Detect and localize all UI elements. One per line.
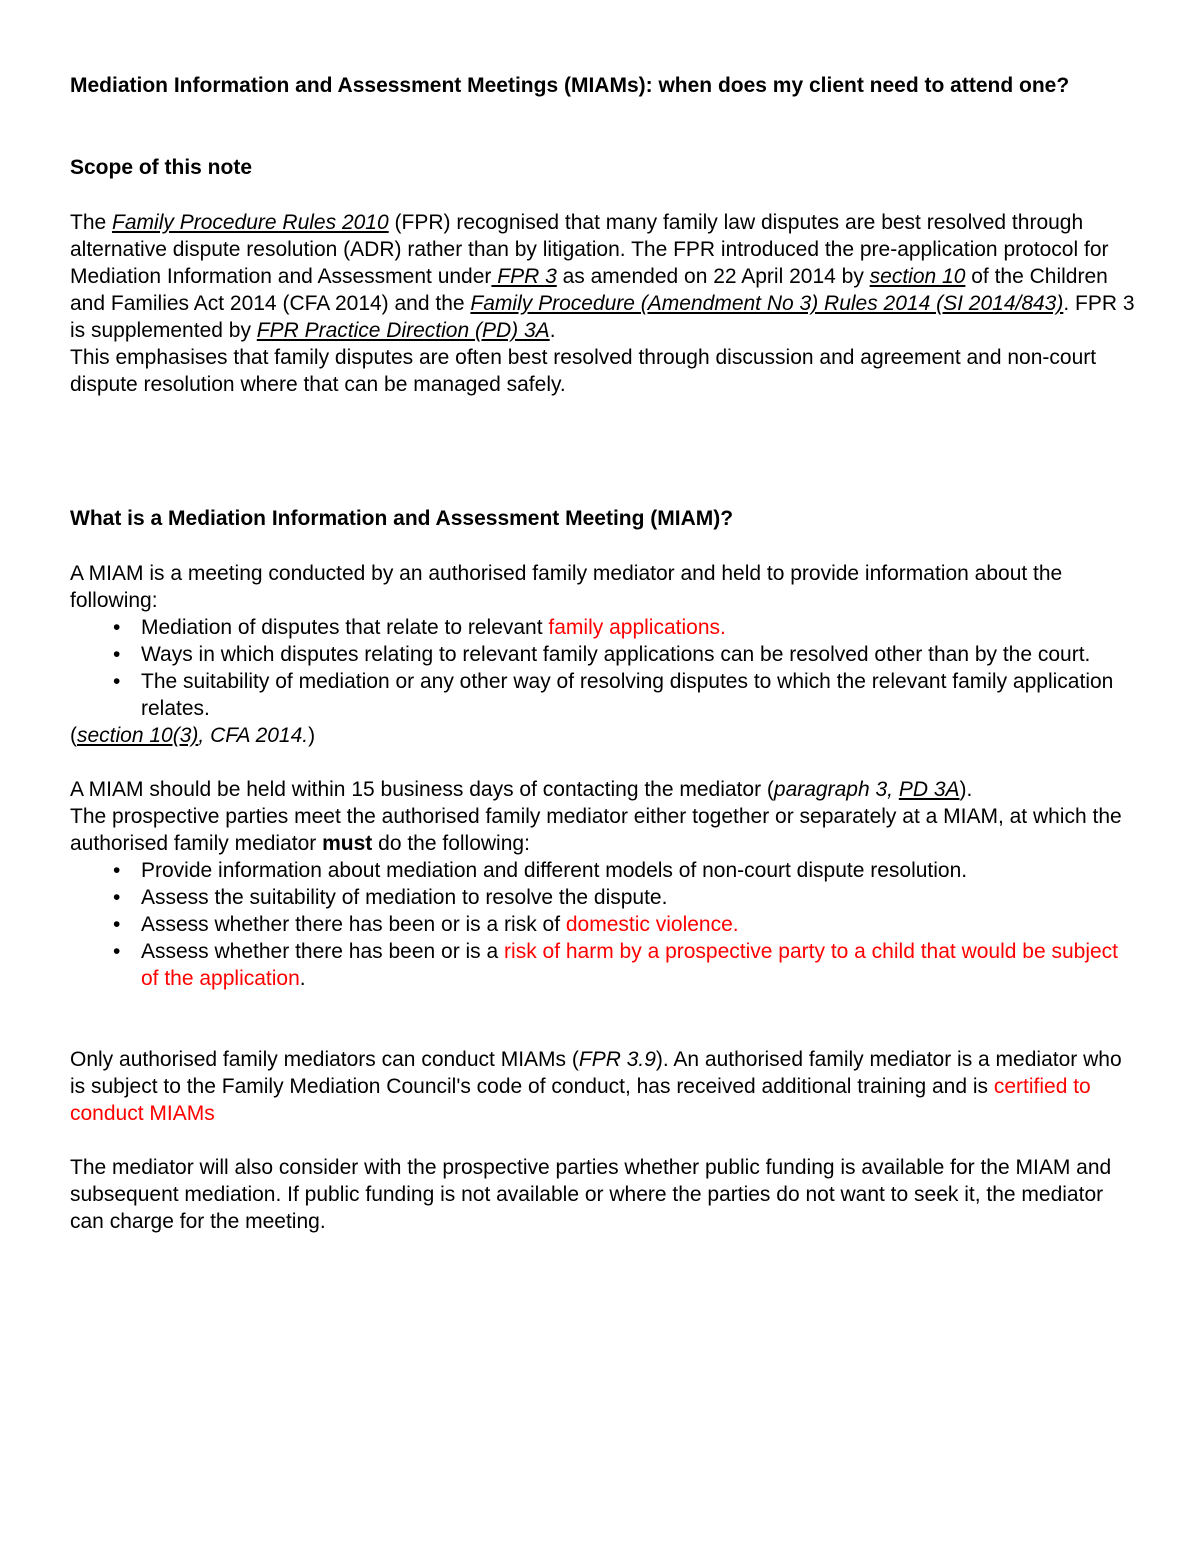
list-item <box>70 884 1135 911</box>
text: . <box>299 967 306 990</box>
authorised-mediators-paragraph <box>70 1046 1135 1127</box>
list-item <box>70 911 1135 938</box>
text: ) <box>308 724 316 747</box>
bullet-icon: • <box>113 913 121 936</box>
pd-3a-link[interactable]: PD 3A <box>898 778 960 801</box>
spacer <box>70 749 1135 776</box>
si-2014-843-link[interactable]: Family Procedure (Amendment No 3) Rules 2014 (SI 2014/843) <box>470 292 1064 315</box>
list-item <box>70 857 1135 884</box>
text: Ways in which disputes relating to relevant family applications can be resolved other than by the court. <box>141 643 1091 666</box>
bullet-icon: • <box>113 670 121 693</box>
list-item <box>70 641 1135 668</box>
risk-of-harm-red-text: risk of harm by a prospective party to a child that would be subject of the application <box>141 940 1119 990</box>
list-item <box>70 668 1135 722</box>
list-item <box>70 938 1135 992</box>
bullet-icon: • <box>113 859 121 882</box>
certified-red-text: certified to conduct MIAMs <box>70 1075 1091 1125</box>
text: (FPR) recognised that many family law disputes are best resolved through alternative dispute resolution (ADR) rather than by litigation. The FPR introduced the pre-application protocol for Mediation Information and Assessment under <box>70 211 1109 288</box>
text: ( <box>70 724 77 747</box>
text: . <box>549 319 556 342</box>
document-page <box>70 72 1135 1235</box>
must-bold-text: must <box>322 832 373 855</box>
scope-heading: Scope of this note <box>70 156 253 179</box>
miam-info-list <box>70 614 1135 722</box>
fpr-3-9-ref: FPR 3.9 <box>578 1048 656 1071</box>
domestic-violence-red-text: domestic violence. <box>565 913 739 936</box>
text: The <box>70 211 113 234</box>
text: paragraph 3, <box>773 778 899 801</box>
bullet-icon: • <box>113 940 121 963</box>
scope-paragraph <box>70 209 1135 344</box>
spacer <box>70 533 1135 560</box>
miam-parties-paragraph <box>70 803 1135 857</box>
citation <box>70 722 1135 749</box>
text: Assess whether there has been or is a <box>141 940 505 963</box>
text: Assess whether there has been or is a risk of <box>141 913 566 936</box>
miam-heading: What is a Mediation Information and Assessment Meeting (MIAM)? <box>70 507 734 530</box>
text: Provide information about mediation and different models of non-court dispute resolution. <box>141 859 968 882</box>
spacer <box>70 992 1135 1046</box>
text: The prospective parties meet the authorised family mediator either together or separately at a MIAM, at which the authorised family mediator <box>70 805 1122 855</box>
spacer <box>70 100 1135 154</box>
fpr-2010-link[interactable]: Family Procedure Rules 2010 <box>112 211 389 234</box>
bullet-icon: • <box>113 643 121 666</box>
miam-intro-paragraph: A MIAM is a meeting conducted by an authorised family mediator and held to provide information about the following: <box>70 562 1063 612</box>
text: Only authorised family mediators can conduct MIAMs ( <box>70 1048 579 1071</box>
section-10-3-link[interactable]: section 10(3) <box>77 724 199 747</box>
bullet-icon: • <box>113 886 121 909</box>
text: A MIAM should be held within 15 business days of contacting the mediator ( <box>70 778 774 801</box>
mediator-duties-list <box>70 857 1135 992</box>
text: , CFA 2014. <box>198 724 309 747</box>
miam-held-paragraph <box>70 776 1135 803</box>
list-item <box>70 614 1135 641</box>
section-10-link[interactable]: section 10 <box>869 265 966 288</box>
text: as amended on 22 April 2014 by <box>556 265 870 288</box>
scope-emphasis-paragraph: This emphasises that family disputes are often best resolved through discussion and agreement and non-court dispute resolution where that can be managed safely. <box>70 346 1097 396</box>
text: Mediation of disputes that relate to relevant <box>141 616 549 639</box>
text: do the following: <box>372 832 530 855</box>
pd-3a-link[interactable]: FPR Practice Direction (PD) 3A <box>256 319 550 342</box>
spacer <box>70 182 1135 209</box>
document-title: Mediation Information and Assessment Meetings (MIAMs): when does my client need to attend one? <box>70 74 1070 97</box>
text: Assess the suitability of mediation to resolve the dispute. <box>141 886 668 909</box>
text: . FPR 3 is supplemented by <box>70 292 1135 342</box>
spacer <box>70 1127 1135 1154</box>
spacer <box>70 398 1135 505</box>
text: ). An authorised family mediator is a mediator who is subject to the Family Mediation Council's code of conduct, has received additional training and is <box>70 1048 1122 1098</box>
text: The suitability of mediation or any other way of resolving disputes to which the relevant family application relates. <box>141 670 1114 720</box>
text: of the Children and Families Act 2014 (CFA 2014) and the <box>70 265 1108 315</box>
public-funding-paragraph: The mediator will also consider with the prospective parties whether public funding is available for the MIAM and subsequent mediation. If public funding is not available or where the parties do not want to seek it, the mediator can charge for the meeting. <box>70 1156 1112 1233</box>
text: ). <box>959 778 973 801</box>
fpr-3-link[interactable]: FPR 3 <box>491 265 557 288</box>
bullet-icon: • <box>113 616 121 639</box>
family-applications-red-text: family applications. <box>548 616 726 639</box>
